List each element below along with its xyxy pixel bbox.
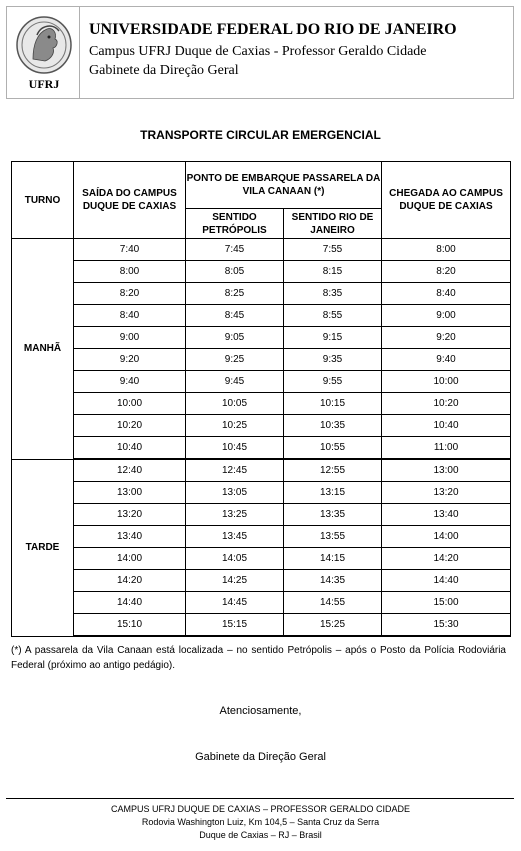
time-cell: 9:25 xyxy=(186,349,284,371)
time-cell: 15:15 xyxy=(186,614,284,637)
time-cell: 9:55 xyxy=(284,371,382,393)
header-ponto-embarque: PONTO DE EMBARQUE PASSARELA DA VILA CANAAN (*) xyxy=(186,162,382,209)
table-row xyxy=(12,459,511,482)
time-cell: 15:00 xyxy=(382,592,511,614)
time-cell: 8:20 xyxy=(74,283,186,305)
time-cell: 13:00 xyxy=(74,482,186,504)
turno-cell: MANHÃ xyxy=(12,239,74,460)
university-name: UNIVERSIDADE FEDERAL DO RIO DE JANEIRO xyxy=(89,21,457,38)
document-title: TRANSPORTE CIRCULAR EMERGENCIAL xyxy=(140,128,381,142)
table-row xyxy=(12,437,511,460)
time-cell: 13:25 xyxy=(186,504,284,526)
letterhead xyxy=(6,6,514,99)
time-cell: 13:35 xyxy=(284,504,382,526)
time-cell: 13:05 xyxy=(186,482,284,504)
time-cell: 8:40 xyxy=(74,305,186,327)
time-cell: 10:25 xyxy=(186,415,284,437)
time-cell: 15:25 xyxy=(284,614,382,637)
footer-divider xyxy=(6,798,514,799)
time-cell: 7:40 xyxy=(74,239,186,261)
table-row xyxy=(12,261,511,283)
time-cell: 13:40 xyxy=(382,504,511,526)
table-row xyxy=(12,614,511,637)
time-cell: 14:45 xyxy=(186,592,284,614)
time-cell: 13:15 xyxy=(284,482,382,504)
time-cell: 10:00 xyxy=(382,371,511,393)
table-row xyxy=(12,570,511,592)
time-cell: 9:40 xyxy=(382,349,511,371)
time-cell: 13:45 xyxy=(186,526,284,548)
time-cell: 8:25 xyxy=(186,283,284,305)
table-row xyxy=(12,283,511,305)
table-row xyxy=(12,526,511,548)
time-cell: 14:00 xyxy=(74,548,186,570)
time-cell: 13:20 xyxy=(74,504,186,526)
table-row xyxy=(12,327,511,349)
time-cell: 8:15 xyxy=(284,261,382,283)
time-cell: 8:00 xyxy=(74,261,186,283)
header-saida: SAÍDA DO CAMPUS DUQUE DE CAXIAS xyxy=(74,162,186,239)
time-cell: 10:45 xyxy=(186,437,284,460)
campus-name: Campus UFRJ Duque de Caxias - Professor Geraldo Cidade xyxy=(89,44,427,59)
time-cell: 7:45 xyxy=(186,239,284,261)
time-cell: 10:05 xyxy=(186,393,284,415)
footer xyxy=(0,803,521,842)
time-cell: 10:40 xyxy=(382,415,511,437)
time-cell: 8:55 xyxy=(284,305,382,327)
time-cell: 9:45 xyxy=(186,371,284,393)
time-cell: 9:00 xyxy=(382,305,511,327)
logo-text: UFRJ xyxy=(28,77,60,91)
header-sentido-rio: SENTIDO RIO DE JANEIRO xyxy=(284,209,382,239)
footnote: (*) A passarela da Vila Canaan está localizada – no sentido Petrópolis – após o Posto da Polícia Rodoviária Federal (próximo ao antigo pedágio). xyxy=(11,645,506,671)
table-row xyxy=(12,305,511,327)
time-cell: 12:40 xyxy=(74,459,186,482)
time-cell: 13:00 xyxy=(382,459,511,482)
header-turno: TURNO xyxy=(12,162,74,239)
time-cell: 8:45 xyxy=(186,305,284,327)
header-chegada: CHEGADA AO CAMPUS DUQUE DE CAXIAS xyxy=(382,162,511,239)
table-row xyxy=(12,239,511,261)
table-row xyxy=(12,393,511,415)
time-cell: 13:55 xyxy=(284,526,382,548)
time-cell: 8:20 xyxy=(382,261,511,283)
table-row xyxy=(12,504,511,526)
time-cell: 10:55 xyxy=(284,437,382,460)
time-cell: 10:20 xyxy=(382,393,511,415)
turno-cell: TARDE xyxy=(12,459,74,636)
time-cell: 15:30 xyxy=(382,614,511,637)
time-cell: 7:55 xyxy=(284,239,382,261)
time-cell: 10:00 xyxy=(74,393,186,415)
time-cell: 13:40 xyxy=(74,526,186,548)
footer-line-3: Duque de Caxias – RJ – Brasil xyxy=(199,830,322,840)
time-cell: 14:55 xyxy=(284,592,382,614)
time-cell: 8:05 xyxy=(186,261,284,283)
time-cell: 14:20 xyxy=(382,548,511,570)
closing-text: Atenciosamente, xyxy=(219,705,302,717)
time-cell: 14:20 xyxy=(74,570,186,592)
table-row xyxy=(12,482,511,504)
footer-line-1: CAMPUS UFRJ DUQUE DE CAXIAS – PROFESSOR GERALDO CIDADE xyxy=(110,804,411,814)
time-cell: 8:35 xyxy=(284,283,382,305)
signature: Gabinete da Direção Geral xyxy=(195,751,326,763)
schedule-table xyxy=(11,161,511,637)
time-cell: 14:15 xyxy=(284,548,382,570)
time-cell: 14:40 xyxy=(382,570,511,592)
time-cell: 15:10 xyxy=(74,614,186,637)
footer-line-2: Rodovia Washington Luiz, Km 104,5 – Santa Cruz da Serra xyxy=(141,817,380,827)
office-name: Gabinete da Direção Geral xyxy=(89,63,239,78)
table-row xyxy=(12,548,511,570)
ufrj-logo xyxy=(15,15,73,93)
time-cell: 12:45 xyxy=(186,459,284,482)
time-cell: 10:40 xyxy=(74,437,186,460)
time-cell: 11:00 xyxy=(382,437,511,460)
time-cell: 8:00 xyxy=(382,239,511,261)
table-row xyxy=(12,592,511,614)
time-cell: 14:00 xyxy=(382,526,511,548)
time-cell: 9:00 xyxy=(74,327,186,349)
time-cell: 14:35 xyxy=(284,570,382,592)
time-cell: 9:35 xyxy=(284,349,382,371)
time-cell: 14:05 xyxy=(186,548,284,570)
header-sentido-petropolis: SENTIDO PETRÓPOLIS xyxy=(186,209,284,239)
minerva-emblem-icon xyxy=(15,15,73,75)
time-cell: 12:55 xyxy=(284,459,382,482)
time-cell: 14:25 xyxy=(186,570,284,592)
time-cell: 9:40 xyxy=(74,371,186,393)
header-divider xyxy=(79,7,80,98)
time-cell: 9:15 xyxy=(284,327,382,349)
time-cell: 10:20 xyxy=(74,415,186,437)
schedule-body xyxy=(12,239,511,637)
time-cell: 13:20 xyxy=(382,482,511,504)
time-cell: 10:15 xyxy=(284,393,382,415)
time-cell: 9:05 xyxy=(186,327,284,349)
time-cell: 9:20 xyxy=(74,349,186,371)
time-cell: 8:40 xyxy=(382,283,511,305)
table-row xyxy=(12,415,511,437)
table-row xyxy=(12,371,511,393)
time-cell: 9:20 xyxy=(382,327,511,349)
time-cell: 10:35 xyxy=(284,415,382,437)
time-cell: 14:40 xyxy=(74,592,186,614)
table-row xyxy=(12,349,511,371)
